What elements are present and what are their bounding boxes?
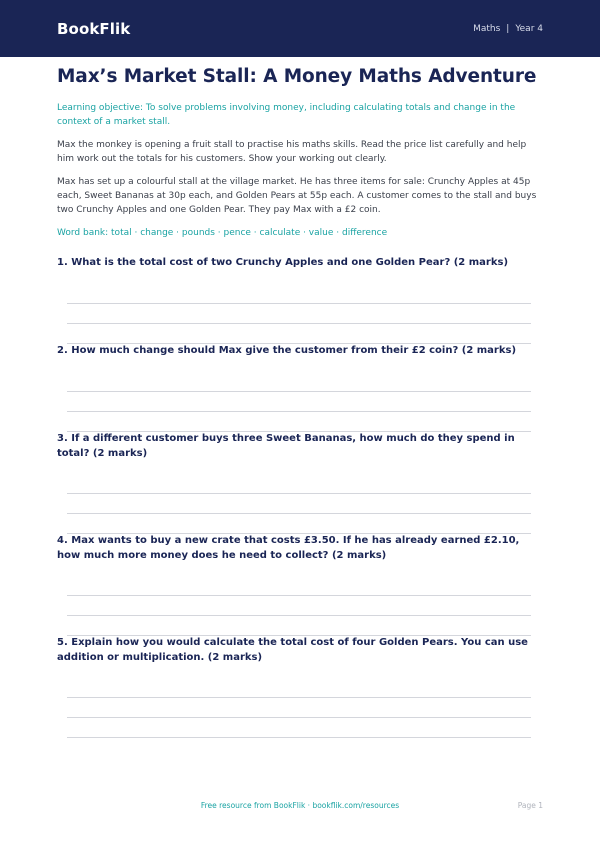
year-label: Year 4 [515, 23, 543, 34]
question-text: 4. Max wants to buy a new crate that costs £3.50. If he has already earned £2.10, how much more money does he need to collect? (2 marks) [57, 535, 520, 561]
answer-line[interactable] [67, 717, 531, 718]
header-meta [473, 24, 543, 34]
answer-line[interactable] [67, 303, 531, 304]
question-3 [57, 431, 543, 461]
question-4 [57, 533, 543, 563]
subject-label: Maths [473, 23, 501, 34]
header-bar [0, 0, 600, 57]
answer-line[interactable] [67, 391, 531, 392]
answer-line[interactable] [67, 595, 531, 596]
question-text: 3. If a different customer buys three Sweet Bananas, how much do they spend in total? (2 marks) [57, 433, 515, 459]
question-2 [57, 343, 543, 358]
question-text: 5. Explain how you would calculate the total cost of four Golden Pears. You can use addition or multiplication. (2 marks) [57, 637, 528, 663]
answer-line[interactable] [67, 697, 531, 698]
question-5 [57, 635, 543, 665]
brand-logo[interactable]: BookFlik [57, 19, 131, 38]
answer-line[interactable] [67, 323, 531, 324]
question-1 [57, 255, 543, 270]
answer-line[interactable] [67, 615, 531, 616]
page-title: Max’s Market Stall: A Money Maths Adventure [57, 66, 537, 87]
page-number: Page 1 [517, 801, 543, 810]
question-text: 2. How much change should Max give the customer from their £2 coin? (2 marks) [57, 345, 517, 356]
intro-paragraph: Max the monkey is opening a fruit stall to practise his maths skills. Read the price list carefully and help him work out the totals for his customers. Show your working out clearly. [57, 140, 527, 164]
scenario-paragraph: Max has set up a colourful stall at the village market. He has three items for sale: Crunchy Apples at 45p each, Sweet Bananas at 30p each, and Golden Pears at 55p each. A customer comes to the stall and buys two Crunchy Apples and one Golden Pear. They pay Max with a £2 coin. [57, 177, 537, 215]
footer-credit-link[interactable]: Free resource from BookFlik · bookflik.com/resources [200, 801, 400, 810]
intro-section [57, 66, 543, 240]
footer [0, 801, 600, 815]
answer-line[interactable] [67, 493, 531, 494]
learning-objective: Learning objective: To solve problems involving money, including calculating totals and change in the context of a market stall. [57, 103, 516, 127]
answer-line[interactable] [67, 737, 531, 738]
meta-separator: | [506, 23, 510, 34]
answer-line[interactable] [67, 513, 531, 514]
question-text: 1. What is the total cost of two Crunchy Apples and one Golden Pear? (2 marks) [57, 257, 509, 268]
answer-line[interactable] [67, 411, 531, 412]
word-bank: Word bank: total · change · pounds · pence · calculate · value · difference [57, 228, 388, 238]
